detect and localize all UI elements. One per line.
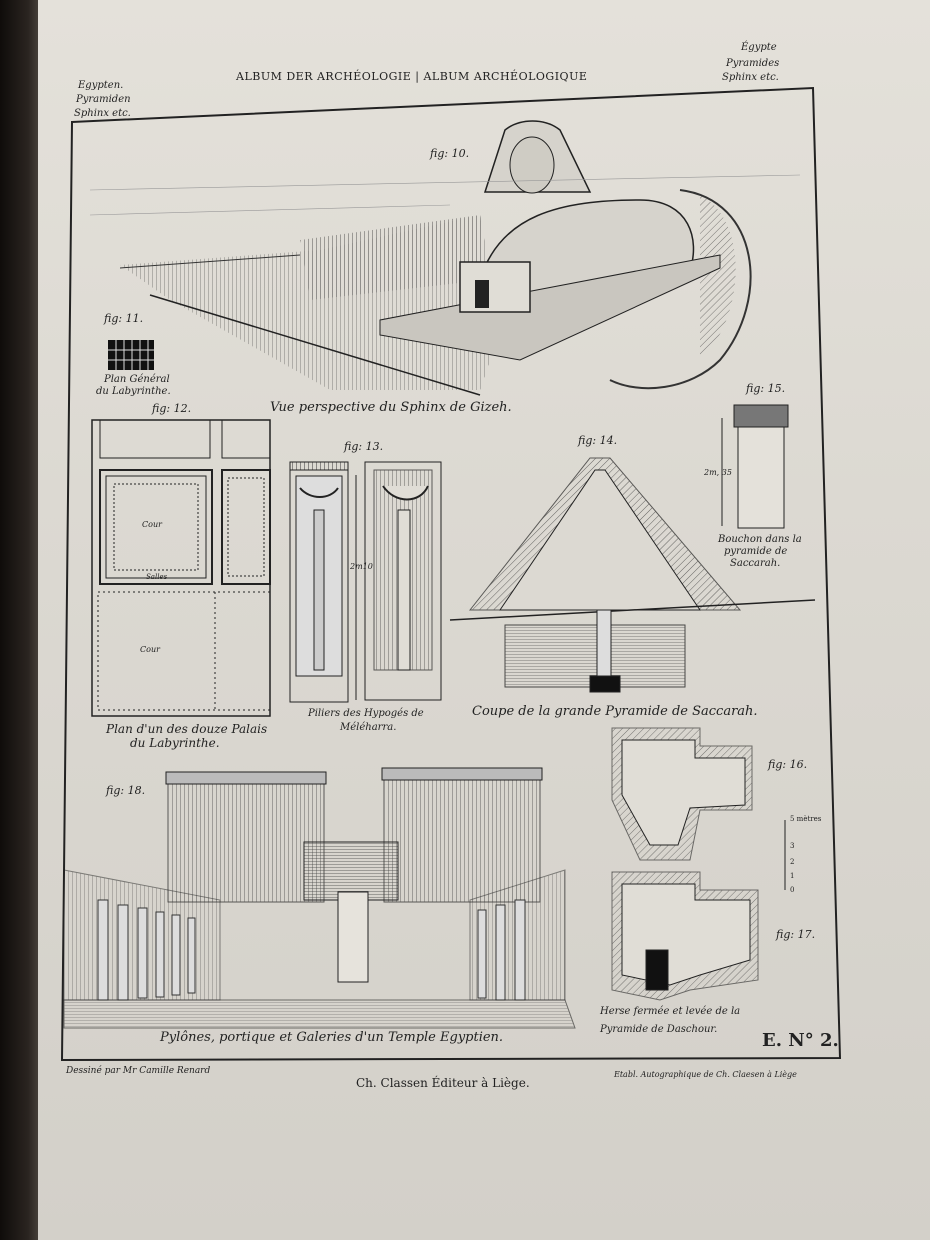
fig-12-label: fig: 12. (152, 402, 192, 415)
fig-10-caption: Vue perspective du Sphinx de Gizeh. (270, 400, 512, 415)
header-left-line-3: Sphinx etc. (74, 108, 131, 119)
labyrinth-general-plan (108, 340, 154, 370)
fig-11-caption-2: du Labyrinthe. (96, 386, 171, 397)
fig-10-label: fig: 10. (430, 147, 470, 160)
temple-illustration (64, 768, 575, 1028)
fig-12-caption-2: du Labyrinthe. (130, 736, 220, 750)
fig-13-label: fig: 13. (344, 440, 384, 453)
fig-15-dimension: 2m, 35 (704, 468, 732, 477)
header-right-line-1: Égypte (741, 42, 777, 53)
header-right-line-3: Sphinx etc. (722, 72, 779, 83)
fig-12-caption-1: Plan d'un des douze Palais (106, 722, 268, 736)
fig-15-caption-1: Bouchon dans la (718, 534, 802, 545)
footer-artist-credit: Dessiné par Mr Camille Renard (66, 1066, 211, 1076)
fig-12-court-1: Cour (142, 520, 162, 529)
fig-16-label: fig: 16. (768, 758, 808, 771)
fig-18-caption: Pylônes, portique et Galeries d'un Temple Egyptien. (160, 1030, 504, 1045)
fig-15-caption-2: pyramide de (724, 546, 788, 557)
fig-11-label: fig: 11. (104, 312, 144, 325)
stone-plug (722, 405, 788, 528)
portcullis-plans (612, 728, 785, 1000)
fig-12-rooms: Salles (146, 573, 168, 581)
fig-17-caption-2: Pyramide de Daschour. (600, 1024, 718, 1035)
scale-tick-1: 1 (790, 872, 795, 880)
footer-printer: Etabl. Autographique de Ch. Claesen à Liège (614, 1070, 797, 1079)
plate-number: E. N° 2. (762, 1030, 839, 1051)
header-right-line-2: Pyramides (726, 58, 780, 69)
fig-18-label: fig: 18. (106, 784, 146, 797)
fig-13-dimension: 2m10 (350, 562, 373, 571)
scale-tick-0: 0 (790, 886, 795, 894)
fig-13-caption-1: Piliers des Hypogés de (308, 708, 424, 719)
fig-12-court-2: Cour (140, 645, 160, 654)
scale-tick-2: 2 (790, 858, 795, 866)
hypogeum-pillars (290, 462, 441, 702)
sphinx-illustration (90, 121, 800, 395)
plate-title: ALBUM DER ARCHÉOLOGIE | ALBUM ARCHÉOLOGIQUE (236, 70, 588, 83)
fig-14-label: fig: 14. (578, 434, 618, 447)
scale-tick-3: 3 (790, 842, 795, 850)
fig-14-caption: Coupe de la grande Pyramide de Saccarah. (472, 704, 758, 719)
fig-11-caption-1: Plan Général (104, 374, 170, 385)
palace-plan (92, 420, 270, 716)
fig-15-label: fig: 15. (746, 382, 786, 395)
footer-publisher: Ch. Classen Éditeur à Liège. (356, 1076, 530, 1090)
header-left-line-1: Egypten. (78, 80, 124, 91)
scale-top-label: 5 mètres (790, 815, 822, 823)
fig-17-label: fig: 17. (776, 928, 816, 941)
fig-13-caption-2: Méléharra. (340, 722, 397, 733)
fig-17-caption-1: Herse fermée et levée de la (600, 1006, 741, 1017)
fig-15-caption-3: Saccarah. (730, 558, 781, 569)
header-left-line-2: Pyramiden (76, 94, 131, 105)
